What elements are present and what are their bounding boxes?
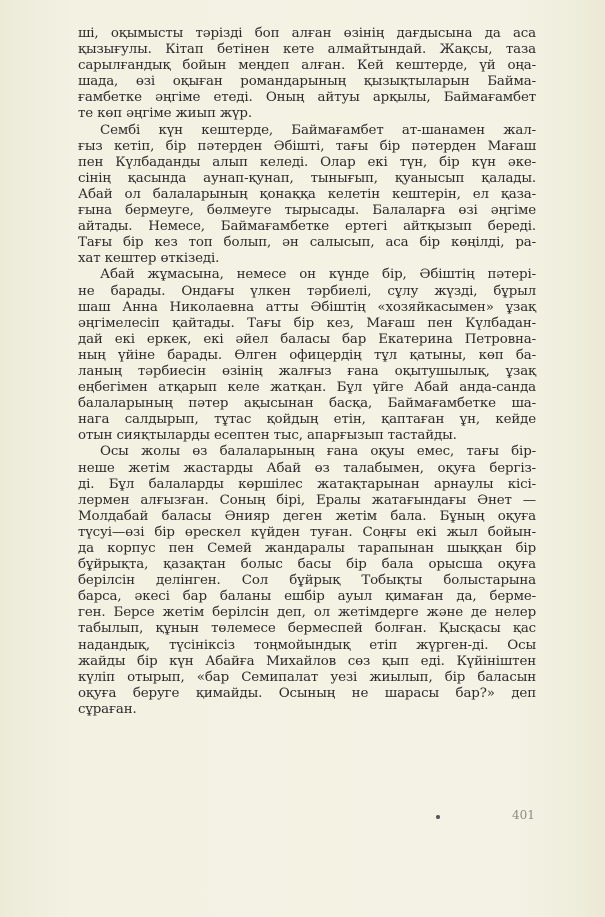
text-line: пен Күлбаданды алып келеді. Олар екі түн, бір күн әке-	[78, 154, 536, 170]
text-line: Тағы бір кез топ болып, ән салысып, аса бір көңілді, ра-	[78, 235, 536, 251]
text-line: неше жетім жастарды Абай өз талабымен, оқуға бергіз-	[78, 460, 536, 476]
text-line: балаларының пәтер ақысынан басқа, Баймағамбетке ша-	[78, 396, 536, 412]
text-line: лермен алғызған. Соның бірі, Ералы жатағындағы Әнет —	[78, 492, 536, 508]
text-line: хат кештер өткізеді.	[78, 251, 220, 267]
text-line: сінің қасында аунап-қунап, тынығып, қуанысып қалады.	[78, 170, 536, 186]
text-line: надандық, түсініксіз тоңмойындық етіп жүрген-ді. Осы	[78, 637, 536, 653]
text-line: сарылғандық бойын меңдеп алған. Кей кештерде, үй оңа-	[78, 58, 536, 74]
text-line: ның үйіне барады. Өлген офицердің тұл қатыны, көп ба-	[78, 347, 536, 363]
text-line: күліп отырып, «бар Семипалат уезі жиылып, бір баласын	[78, 669, 536, 685]
text-line: Абай жұмасына, немесе он күнде бір, Әбіштің пәтері-	[100, 267, 536, 283]
text-line: берілсін делінген. Сол бұйрық Тобықты болыстарына	[78, 573, 536, 589]
text-line: Сембі күн кештерде, Баймағамбет ат-шанамен жал-	[100, 122, 536, 138]
text-line: те көп әңгіме жиып жүр.	[78, 106, 252, 122]
text-line: ші, оқымысты тәрізді боп алған өзінің дағдысына да аса	[78, 26, 536, 41]
text-line: ғыз кетіп, бір пәтерден Әбішті, тағы бір пәтерден Мағаш	[78, 138, 536, 154]
text-line: дай екі еркек, екі әйел баласы бар Екатерина Петровна-	[78, 331, 536, 347]
text-line: не барады. Ондағы үлкен тәрбиелі, сұлу жүзді, бұрыл	[78, 283, 536, 299]
text-line: ғамбетке әңгіме етеді. Оның айтуы арқылы, Баймағамбет	[78, 90, 536, 106]
text-line: Осы жолы өз балаларының ғана оқуы емес, тағы бір-	[100, 444, 536, 460]
text-line: шаш Анна Николаевна атты Әбіштің «хозяйкасымен» ұзақ	[78, 299, 536, 315]
text-line: табылып, құнын төлемесе бермеспей болған. Қысқасы қас	[78, 621, 536, 637]
text-line: барса, әкесі бар баланы ешбір ауыл қимаған да, берме-	[78, 589, 536, 605]
text-line: бұйрықта, қазақтан болыс басы бір бала орысша оқуға	[78, 557, 536, 573]
text-line: ланың тәрбиесін өзінің жалғыз ғана оқытушылық, ұзақ	[78, 363, 536, 379]
body-text	[78, 26, 536, 718]
text-line: қызығулы. Кітап бетінен кете алмайтындай. Жақсы, таза	[78, 42, 536, 58]
text-line: жайды бір күн Абайға Михайлов сөз қып еді. Күйініштен	[78, 653, 536, 669]
text-line: айтады. Немесе, Баймағамбетке ертегі айтқызып береді.	[78, 219, 536, 235]
text-line: ген. Берсе жетім берілсін деп, ол жетімдерге және де нелер	[78, 605, 536, 621]
text-line: отын сияқтыларды есептен тыс, апарғызып тастайды.	[78, 428, 457, 444]
text-line: әңгімелесіп қайтады. Тағы бір кез, Мағаш пен Күлбадан-	[78, 315, 536, 331]
text-line: сұраған.	[78, 701, 137, 717]
page-footer	[0, 808, 605, 828]
text-line: шада, өзі оқыған романдарының қызықтыларын Баймa-	[78, 74, 536, 90]
text-line: да корпус пен Семей жандаралы тарапынан шыққан бір	[78, 541, 536, 556]
text-line: нага салдырып, тұтас қойдың етін, қаптаған ұн, кейде	[78, 412, 536, 428]
text-line: ді. Бұл балаларды көршілес жатақтарынан арнаулы кісі-	[78, 476, 536, 492]
text-line: еңбегімен атқарып келе жатқан. Бұл үйге Абай анда-санда	[78, 380, 536, 396]
text-line: Молдабай баласы Әнияр деген жетім бала. Бұның оқуға	[78, 508, 536, 524]
text-line: түсуі—өзі бір өрескел күйден туған. Соңғы екі жыл бойын-	[78, 524, 536, 540]
text-line: Абай ол балаларының қонаққа келетін кештерін, ел қаза-	[78, 186, 536, 202]
page-number: 401	[512, 808, 535, 822]
text-line: ғына бермеуге, бөлмеуге тырысады. Балаларға өзі әңгіме	[78, 203, 536, 219]
ink-dot	[436, 815, 440, 819]
text-line: оқуға беруге қимайды. Осының не шарасы бар?» деп	[78, 685, 536, 701]
